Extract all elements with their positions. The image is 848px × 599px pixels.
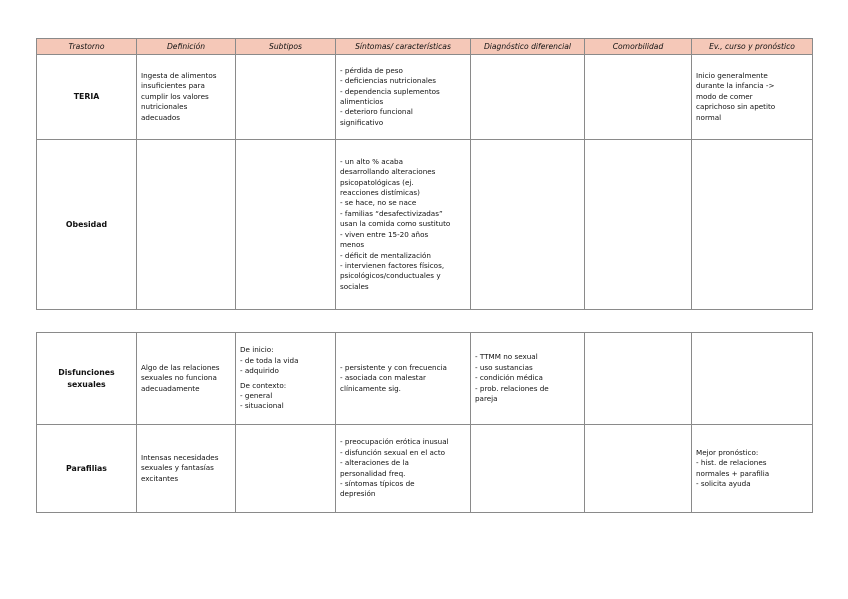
prognosis-cell: Inicio generalmente durante la infancia -> modo de comer caprichoso sin apetito normal (692, 55, 813, 140)
symptoms-cell: - pérdida de peso - deficiencias nutricionales - dependencia suplementos alimenticios - deterioro funcional significativo (336, 55, 471, 140)
definition-cell (137, 140, 236, 310)
comorbidity-cell (585, 425, 692, 513)
prognosis-cell: Mejor pronóstico: - hist. de relaciones normales + parafilia - solicita ayuda (692, 425, 813, 513)
disorder-name: Obesidad (37, 140, 137, 310)
disorders-table-top (36, 38, 813, 310)
disorder-name: TERIA (37, 55, 137, 140)
prognosis-cell (692, 140, 813, 310)
disorders-table-bottom (36, 332, 813, 513)
comorbidity-cell (585, 333, 692, 425)
disorder-name: Parafilias (37, 425, 137, 513)
comorbidity-cell (585, 140, 692, 310)
header-subtipos: Subtipos (236, 39, 336, 55)
definition-cell: Algo de las relaciones sexuales no funciona adecuadamente (137, 333, 236, 425)
table-row-teria (37, 55, 813, 140)
subtypes-context: De contexto: - general - situacional (240, 380, 287, 411)
prognosis-cell (692, 333, 813, 425)
table-row-parafilias (37, 425, 813, 513)
comorbidity-cell (585, 55, 692, 140)
header-definicion: Definición (137, 39, 236, 55)
symptoms-cell: - persistente y con frecuencia - asociada con malestar clínicamente sig. (336, 333, 471, 425)
header-pronostico: Ev., curso y pronóstico (692, 39, 813, 55)
differential-cell (471, 55, 585, 140)
definition-cell: Intensas necesidades sexuales y fantasías excitantes (137, 425, 236, 513)
header-diagnostico: Diagnóstico diferencial (471, 39, 585, 55)
header-comorbilidad: Comorbilidad (585, 39, 692, 55)
symptoms-cell: - un alto % acaba desarrollando alteraciones psicopatológicas (ej. reacciones distímicas) - se hace, no se nace - familias “desafectivizadas” usan la comida como sustituto - viven entre 15-20 años menos - déficit de mentalización - intervienen factores físicos, psicológicos/conductuales y sociales (336, 140, 471, 310)
subtypes-cell (236, 140, 336, 310)
differential-cell (471, 425, 585, 513)
subtypes-onset: De inicio: - de toda la vida - adquirido (240, 345, 299, 376)
definition-cell: Ingesta de alimentos insuficientes para cumplir los valores nutricionales adecuados (137, 55, 236, 140)
table-row-disfunciones (37, 333, 813, 425)
differential-cell: - TTMM no sexual - uso sustancias - condición médica - prob. relaciones de pareja (471, 333, 585, 425)
symptoms-cell: - preocupación erótica inusual - disfunción sexual en el acto - alteraciones de la personalidad freq. - síntomas típicos de depresión (336, 425, 471, 513)
disorder-name: Disfunciones sexuales (37, 333, 137, 425)
header-sintomas: Síntomas/ características (336, 39, 471, 55)
table-row-obesidad (37, 140, 813, 310)
subtypes-cell (236, 333, 336, 425)
header-trastorno: Trastorno (37, 39, 137, 55)
subtypes-cell (236, 425, 336, 513)
header-row (37, 39, 813, 55)
subtypes-cell (236, 55, 336, 140)
differential-cell (471, 140, 585, 310)
